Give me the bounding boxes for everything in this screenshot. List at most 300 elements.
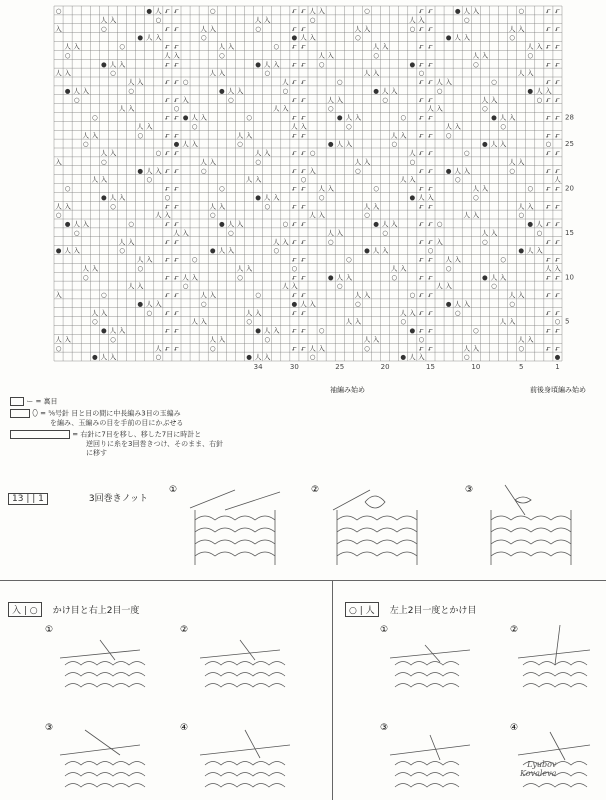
stitch-symbol: ○ — [246, 317, 252, 326]
stitch-symbol: ꭊ — [292, 60, 297, 69]
stitch-symbol: ○ — [200, 299, 207, 308]
stitch-symbol: ○ — [146, 308, 153, 317]
knot-step-3-number: ③ — [465, 485, 474, 495]
watermark-line-2: Kovaleva — [520, 769, 557, 778]
stitch-symbol: ○ — [463, 15, 470, 24]
stitch-symbol: 入 — [309, 33, 316, 42]
stitch-symbol: ○ — [518, 7, 525, 16]
stitch-symbol: ꭊ — [555, 344, 560, 353]
stitch-symbol: ꭊ — [174, 255, 179, 264]
stitch-symbol: ○ — [264, 335, 271, 344]
stitch-symbol: 入 — [118, 193, 126, 202]
stitch-symbol: 入 — [146, 122, 153, 131]
stitch-symbol: ꭊ — [555, 291, 560, 300]
stitch-symbol: 入 — [282, 104, 289, 113]
stitch-symbol: 入 — [55, 24, 62, 33]
column-divider — [332, 580, 333, 800]
stitch-symbol: 人 — [418, 193, 425, 202]
stitch-symbol: 入 — [363, 157, 371, 166]
stitch-symbol: ○ — [282, 220, 289, 229]
stitch-symbol: 人 — [345, 317, 353, 326]
stitch-symbol: ○ — [273, 246, 280, 255]
stitch-symbol: ○ — [64, 51, 71, 60]
stitch-symbol: 入 — [445, 282, 452, 291]
stitch-symbol: ● — [400, 353, 407, 362]
stitch-symbol: ꭊ — [546, 166, 551, 175]
stitch-symbol: 入 — [55, 291, 62, 300]
stitch-symbol: 人 — [273, 104, 280, 113]
stitch-symbol: 人 — [354, 24, 362, 33]
stitch-symbol: 人 — [300, 33, 307, 42]
stitch-symbol: ꭊ — [301, 42, 306, 51]
stitch-symbol: ꭊ — [555, 113, 560, 122]
stitch-symbol: 入 — [182, 95, 189, 104]
stitch-symbol: 人 — [499, 113, 507, 122]
stitch-symbol: ꭊ — [419, 113, 424, 122]
stitch-symbol: ꭊ — [292, 291, 297, 300]
stitch-symbol: ꭊ — [555, 202, 560, 211]
section-knot-header — [8, 486, 148, 505]
stitch-symbol: ● — [373, 220, 379, 229]
legend-purl — [10, 397, 58, 407]
stitch-symbol: ꭊ — [174, 113, 179, 122]
legend-knot-text-3: に移す — [86, 448, 107, 457]
stitch-symbol: 人 — [200, 24, 207, 33]
stitch-symbol: ○ — [246, 113, 252, 122]
chart-bottom-tick: 15 — [426, 363, 435, 371]
chart-bottom-tick: 34 — [253, 363, 263, 371]
stitch-symbol: ꭊ — [301, 273, 306, 282]
stitch-symbol: ꭊ — [419, 60, 424, 69]
stitch-symbol: 人 — [381, 86, 389, 95]
stitch-symbol: ꭊ — [546, 220, 551, 229]
k2tog-yo-illustrations — [375, 620, 600, 795]
stitch-symbol: 入 — [100, 175, 108, 184]
stitch-symbol: 人 — [536, 220, 543, 229]
yo-ssk-step-3-number: ③ — [45, 723, 54, 733]
stitch-symbol: ○ — [82, 140, 89, 149]
stitch-symbol: ꭊ — [555, 166, 560, 175]
stitch-symbol: ○ — [264, 69, 271, 78]
stitch-symbol: 入 — [254, 175, 262, 184]
stitch-symbol: ꭊ — [165, 273, 170, 282]
stitch-symbol: ꭊ — [428, 220, 433, 229]
stitch-symbol: ○ — [554, 317, 561, 326]
stitch-symbol: ○ — [119, 42, 125, 51]
stitch-symbol: ꭊ — [174, 202, 179, 211]
stitch-symbol: ○ — [155, 149, 162, 158]
stitch-symbol: 入 — [155, 166, 162, 175]
stitch-symbol: 人 — [55, 202, 62, 211]
stitch-symbol: ꭊ — [292, 42, 297, 51]
stitch-symbol: 入 — [82, 220, 89, 229]
stitch-symbol: 人 — [481, 228, 489, 237]
stitch-symbol: 入 — [155, 299, 162, 308]
stitch-symbol: 人 — [55, 335, 62, 344]
stitch-symbol: 入 — [472, 211, 480, 220]
stitch-symbol: ○ — [91, 113, 98, 122]
stitch-symbol: ꭊ — [174, 291, 179, 300]
stitch-symbol: ꭊ — [546, 237, 551, 246]
stitch-symbol: ● — [409, 193, 416, 202]
stitch-symbol: ○ — [463, 149, 470, 158]
stitch-symbol: 入 — [245, 264, 253, 273]
stitch-symbol: 入 — [64, 335, 71, 344]
stitch-symbol: ○ — [345, 255, 352, 264]
k2tog-yo-step-4-number: ④ — [510, 723, 519, 733]
legend-bobble-box — [10, 409, 30, 418]
stitch-symbol: ○ — [355, 33, 361, 42]
stitch-symbol: ꭊ — [165, 166, 170, 175]
section-divider — [0, 580, 606, 581]
stitch-symbol: 入 — [499, 273, 507, 282]
stitch-symbol: ꭊ — [292, 131, 297, 140]
stitch-symbol: ○ — [309, 353, 316, 362]
stitch-symbol: 人 — [209, 202, 216, 211]
stitch-symbol: ○ — [282, 86, 289, 95]
stitch-symbol: ○ — [55, 7, 62, 16]
stitch-symbol: ꭊ — [301, 220, 306, 229]
stitch-symbol: 人 — [309, 211, 316, 220]
stitch-symbol: ○ — [509, 33, 515, 42]
stitch-symbol: ○ — [255, 291, 261, 300]
stitch-symbol: ꭊ — [301, 95, 306, 104]
stitch-symbol: ꭊ — [555, 237, 560, 246]
stitch-symbol: 人 — [155, 211, 162, 220]
stitch-symbol: ꭊ — [546, 255, 551, 264]
stitch-symbol: ● — [336, 113, 343, 122]
stitch-symbol: 入 — [318, 344, 325, 353]
stitch-symbol: ꭊ — [165, 131, 170, 140]
stitch-symbol: 入 — [209, 24, 216, 33]
stitch-symbol: ○ — [518, 211, 525, 220]
stitch-symbol: ○ — [418, 335, 425, 344]
knit-fabric-illustration — [333, 490, 417, 565]
stitch-symbol: 人 — [236, 131, 244, 140]
stitch-symbol: ● — [373, 86, 379, 95]
sleeve-start-marker — [330, 385, 365, 395]
stitch-symbol: ꭊ — [292, 237, 297, 246]
stitch-symbol: 入 — [218, 202, 226, 211]
stitch-symbol: ꭊ — [419, 326, 424, 335]
bobble-icon: ⬯ — [32, 408, 38, 419]
stitch-symbol: ꭊ — [419, 149, 424, 158]
stitch-symbol: ● — [409, 326, 416, 335]
stitch-symbol: ○ — [73, 95, 80, 104]
stitch-symbol: ꭊ — [428, 237, 433, 246]
stitch-symbol: ꭊ — [419, 166, 424, 175]
stitch-symbol: 入 — [527, 335, 534, 344]
legend-purl-symbol: ー — [26, 397, 34, 406]
stitch-symbol: 人 — [127, 78, 135, 87]
stitch-symbol: 人 — [118, 104, 126, 113]
stitch-symbol: ꭊ — [301, 184, 306, 193]
stitch-symbol: 入 — [273, 326, 280, 335]
stitch-symbol: 人 — [481, 95, 489, 104]
stitch-symbol: ○ — [218, 184, 225, 193]
knitting-chart — [52, 4, 572, 374]
stitch-symbol: ● — [554, 353, 561, 362]
stitch-symbol: ꭊ — [174, 95, 179, 104]
stitch-symbol: 入 — [445, 78, 452, 87]
stitch-symbol: 入 — [209, 291, 216, 300]
stitch-symbol: 人 — [109, 326, 117, 335]
stitch-symbol: ○ — [472, 326, 479, 335]
stitch-symbol: ꭊ — [292, 184, 297, 193]
stitch-symbol: ꭊ — [165, 60, 170, 69]
stitch-symbol: 人 — [236, 264, 244, 273]
stitch-symbol: ○ — [536, 95, 543, 104]
stitch-symbol: ꭊ — [292, 326, 297, 335]
stitch-symbol: 入 — [345, 273, 353, 282]
k2tog-yo-step-3-number: ③ — [380, 723, 389, 733]
stitch-symbol: ꭊ — [555, 255, 560, 264]
stitch-symbol: 入 — [463, 299, 470, 308]
stitch-symbol: 人 — [318, 51, 325, 60]
stitch-symbol: ○ — [55, 344, 62, 353]
stitch-symbol: 人 — [436, 78, 443, 87]
stitch-symbol: 人 — [100, 353, 108, 362]
stitch-symbol: 人 — [318, 184, 325, 193]
stitch-symbol: 入 — [409, 175, 416, 184]
stitch-symbol: 人 — [363, 335, 371, 344]
stitch-symbol: ꭊ — [165, 326, 170, 335]
stitch-symbol: 人 — [73, 220, 80, 229]
stitch-symbol: ꭊ — [428, 202, 433, 211]
stitch-symbol: ○ — [228, 95, 234, 104]
stitch-symbol: ꭊ — [428, 24, 433, 33]
stitch-symbol: 入 — [100, 308, 108, 317]
stitch-symbol: ● — [445, 33, 452, 42]
stitch-symbol: ꭊ — [292, 220, 297, 229]
stitch-symbol: 人 — [263, 193, 271, 202]
chart-bottom-tick: 25 — [335, 363, 345, 371]
knit-fabric-illustration — [190, 490, 280, 565]
stitch-symbol: ○ — [373, 51, 379, 60]
stitch-symbol: ● — [64, 220, 71, 229]
stitch-symbol: 人 — [463, 344, 470, 353]
stitch-symbol: ꭊ — [419, 220, 424, 229]
stitch-symbol: ○ — [491, 78, 497, 87]
stitch-symbol: ○ — [500, 122, 506, 131]
stitch-symbol: ○ — [64, 184, 71, 193]
stitch-symbol: 入 — [327, 51, 334, 60]
stitch-symbol: 人 — [200, 291, 207, 300]
stitch-symbol: 人 — [463, 7, 470, 16]
stitch-symbol: 入 — [273, 60, 280, 69]
stitch-symbol: ꭊ — [555, 131, 560, 140]
stitch-symbol: ꭊ — [174, 166, 179, 175]
stitch-symbol: 人 — [345, 113, 353, 122]
stitch-symbol: 入 — [136, 282, 144, 291]
stitch-symbol: 入 — [200, 113, 207, 122]
stitch-symbol: ꭊ — [301, 308, 306, 317]
stitch-symbol: ● — [409, 60, 416, 69]
stitch-symbol: ○ — [91, 317, 98, 326]
stitch-symbol: ꭊ — [174, 184, 179, 193]
stitch-symbol: 入 — [427, 193, 434, 202]
stitch-symbol: 人 — [263, 326, 271, 335]
stitch-symbol: ꭊ — [428, 149, 433, 158]
stitch-symbol: ꭊ — [555, 149, 560, 158]
stitch-symbol: 人 — [517, 202, 525, 211]
stitch-symbol: 入 — [91, 264, 99, 273]
stitch-symbol: ○ — [255, 157, 261, 166]
watermark-line-1: Lyubov — [527, 760, 557, 769]
stitch-symbol: 人 — [263, 60, 271, 69]
stitch-symbol: ○ — [228, 228, 234, 237]
stitch-symbol: 入 — [127, 104, 135, 113]
stitch-symbol: ꭊ — [419, 42, 424, 51]
stitch-symbol: 人 — [545, 264, 552, 273]
stitch-symbol: ꭊ — [419, 7, 424, 16]
stitch-symbol: ● — [482, 140, 488, 149]
stitch-symbol: ● — [64, 86, 71, 95]
stitch-symbol: ꭊ — [428, 95, 433, 104]
stitch-symbol: ○ — [182, 282, 189, 291]
stitch-symbol: ○ — [509, 166, 515, 175]
stitch-symbol: ● — [255, 60, 261, 69]
stitch-symbol: 入 — [536, 246, 543, 255]
stitch-symbol: ꭊ — [428, 308, 433, 317]
stitch-symbol: ꭊ — [165, 95, 170, 104]
stitch-symbol: ○ — [110, 69, 116, 78]
stitch-symbol: ● — [518, 246, 525, 255]
stitch-symbol: 入 — [73, 42, 80, 51]
stitch-symbol: 人 — [454, 166, 461, 175]
stitch-symbol: ● — [527, 86, 534, 95]
stitch-symbol: ○ — [482, 237, 488, 246]
stitch-symbol: 人 — [127, 282, 135, 291]
stitch-symbol: ○ — [391, 273, 398, 282]
stitch-symbol: ꭊ — [165, 255, 170, 264]
stitch-symbol: ● — [101, 193, 107, 202]
stitch-symbol: ○ — [527, 184, 534, 193]
stitch-symbol: ꭊ — [546, 131, 551, 140]
stitch-symbol: 入 — [263, 15, 271, 24]
stitch-symbol: 入 — [127, 237, 135, 246]
stitch-symbol: 人 — [254, 353, 262, 362]
stitch-symbol: 入 — [327, 184, 334, 193]
stitch-symbol: ○ — [427, 246, 434, 255]
stitch-symbol: 入 — [536, 42, 543, 51]
stitch-symbol: 人 — [409, 149, 416, 158]
stitch-symbol: ○ — [191, 122, 198, 131]
knot-symbol-box: 13 | | 1 — [8, 493, 48, 505]
stitch-symbol: ꭊ — [292, 308, 297, 317]
stitch-symbol: ꭊ — [428, 60, 433, 69]
stitch-symbol: ꭊ — [428, 78, 433, 87]
stitch-symbol: ○ — [164, 193, 171, 202]
stitch-symbol: 人 — [182, 273, 189, 282]
stitch-symbol: 人 — [372, 42, 380, 51]
stitch-symbol: ꭊ — [165, 184, 170, 193]
stitch-symbol: ꭊ — [292, 202, 297, 211]
stitch-symbol: ○ — [237, 273, 243, 282]
stitch-symbol: ○ — [436, 220, 443, 229]
stitch-symbol: 入 — [254, 308, 262, 317]
stitch-symbol: ● — [364, 246, 370, 255]
stitch-symbol: 人 — [508, 291, 516, 300]
stitch-symbol: 人 — [109, 60, 117, 69]
stitch-symbol: ○ — [336, 282, 343, 291]
stitch-symbol: 人 — [64, 246, 71, 255]
stitch-symbol: ꭊ — [292, 344, 297, 353]
stitch-symbol: ○ — [409, 291, 416, 300]
chart-right-tick: 20 — [565, 184, 574, 193]
stitch-symbol: 人 — [291, 122, 298, 131]
stitch-symbol: 入 — [263, 149, 271, 158]
knot-step-2-number: ② — [311, 485, 320, 495]
stitch-symbol: 入 — [363, 291, 371, 300]
stitch-symbol: 人 — [182, 140, 189, 149]
stitch-symbol: ꭊ — [428, 291, 433, 300]
stitch-symbol: ○ — [472, 60, 479, 69]
stitch-symbol: 人 — [118, 237, 126, 246]
stitch-symbol: ꭊ — [165, 149, 170, 158]
k2tog-yo-step-2-number: ② — [510, 625, 519, 635]
stitch-symbol: ꭊ — [546, 308, 551, 317]
stitch-symbol: ○ — [382, 95, 388, 104]
stitch-symbol: 入 — [91, 131, 99, 140]
stitch-symbol: ꭊ — [301, 24, 306, 33]
stitch-symbol: ꭊ — [174, 60, 179, 69]
stitch-symbol: ○ — [536, 228, 543, 237]
stitch-symbol: ● — [137, 166, 144, 175]
stitch-symbol: 入 — [55, 157, 62, 166]
stitch-symbol: ○ — [309, 15, 316, 24]
stitch-symbol: 入 — [418, 15, 425, 24]
stitch-symbol: 入 — [354, 317, 362, 326]
yo-ssk-step-2-number: ② — [180, 625, 189, 635]
stitch-symbol: ● — [218, 220, 225, 229]
stitch-symbol: 人 — [218, 42, 226, 51]
stitch-symbol: ○ — [482, 104, 488, 113]
stitch-symbol: ○ — [382, 228, 388, 237]
stitch-symbol: ● — [454, 7, 461, 16]
stitch-symbol: 人 — [245, 175, 253, 184]
stitch-symbol: ○ — [463, 353, 470, 362]
stitch-symbol: 人 — [490, 273, 498, 282]
yo-ssk-step-1-number: ① — [45, 625, 54, 635]
stitch-symbol: ꭊ — [546, 42, 551, 51]
stitch-symbol: ꭊ — [301, 255, 306, 264]
stitch-symbol: ꭊ — [174, 24, 179, 33]
stitch-symbol: ꭊ — [292, 24, 297, 33]
stitch-symbol: ○ — [400, 317, 407, 326]
stitch-symbol: ● — [182, 113, 189, 122]
stitch-symbol: ꭊ — [555, 220, 560, 229]
stitch-symbol: 人 — [309, 7, 316, 16]
stitch-symbol: 入 — [508, 113, 516, 122]
stitch-symbol: ○ — [101, 157, 107, 166]
stitch-symbol: 入 — [390, 220, 398, 229]
stitch-symbol: 人 — [254, 15, 262, 24]
stitch-symbol: ○ — [454, 175, 461, 184]
stitch-symbol: 入 — [173, 51, 180, 60]
stitch-symbol: ꭊ — [292, 95, 297, 104]
stitch-symbol: ꭊ — [555, 326, 560, 335]
stitch-symbol: ○ — [309, 149, 316, 158]
stitch-symbol: 入 — [209, 157, 216, 166]
chart-grid — [52, 4, 572, 374]
stitch-symbol: 人 — [91, 175, 99, 184]
stitch-symbol: 入 — [436, 237, 443, 246]
stitch-symbol: 入 — [227, 42, 235, 51]
stitch-symbol: 入 — [291, 282, 298, 291]
knit-fabric-illustration — [60, 640, 290, 787]
stitch-symbol: 人 — [527, 246, 534, 255]
